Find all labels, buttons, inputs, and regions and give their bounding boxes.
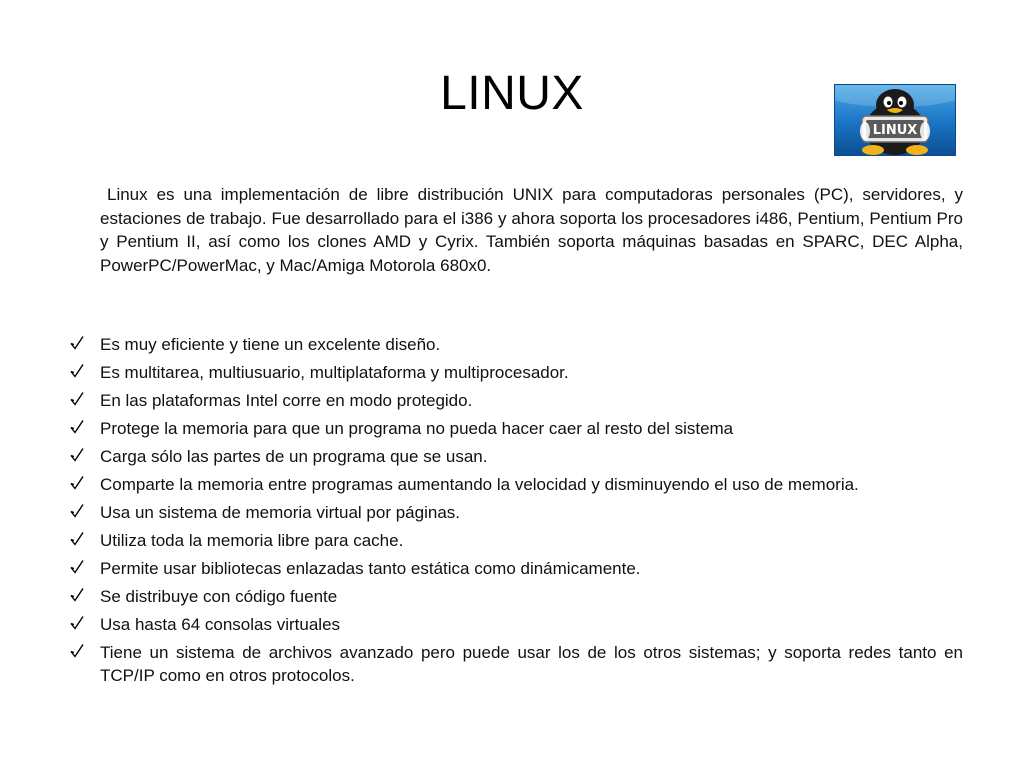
- list-item: [62, 613, 963, 636]
- list-item: [62, 501, 963, 524]
- list-item-text: Permite usar bibliotecas enlazadas tanto estática como dinámicamente.: [100, 559, 641, 578]
- checkmark-icon: [70, 615, 84, 631]
- checkmark-icon: [70, 643, 84, 659]
- checkmark-icon: [70, 391, 84, 407]
- checkmark-icon: [70, 363, 84, 379]
- list-item-text: Se distribuye con código fuente: [100, 587, 338, 606]
- list-item: [62, 333, 963, 356]
- list-item-text: Usa un sistema de memoria virtual por páginas.: [100, 503, 460, 522]
- list-item-text: En las plataformas Intel corre en modo protegido.: [100, 391, 473, 410]
- list-item-text: Tiene un sistema de archivos avanzado pero puede usar los de los otros sistemas; y soporta redes tanto en TCP/IP como en otros protocolos.: [100, 643, 963, 685]
- list-item-text: Comparte la memoria entre programas aumentando la velocidad y disminuyendo el uso de memoria.: [100, 475, 859, 494]
- list-item: [62, 641, 963, 687]
- linux-logo: [834, 84, 956, 156]
- list-item-text: Usa hasta 64 consolas virtuales: [100, 615, 341, 634]
- checkmark-icon: [70, 531, 84, 547]
- intro-paragraph: Linux es una implementación de libre distribución UNIX para computadoras personales (PC), servidores, y estaciones de trabajo. Fue desarrollado para el i386 y ahora soporta los procesadores i486, Pentium, Pentium Pro y Pentium II, así como los clones AMD y Cyrix. También soporta máquinas basadas en SPARC, DEC Alpha, PowerPC/PowerMac, y Mac/Amiga Motorola 680x0.: [100, 185, 963, 275]
- list-item: [62, 529, 963, 552]
- list-item: [62, 585, 963, 608]
- list-item-text: Utiliza toda la memoria libre para cache.: [100, 531, 404, 550]
- list-item: [62, 361, 963, 384]
- list-item: [62, 417, 963, 440]
- checkmark-icon: [70, 475, 84, 491]
- checkmark-icon: [70, 559, 84, 575]
- logo-text: LINUX: [872, 123, 918, 138]
- list-item-text: Protege la memoria para que un programa no pueda hacer caer al resto del sistema: [100, 419, 734, 438]
- list-item-text: Es muy eficiente y tiene un excelente diseño.: [100, 335, 441, 354]
- feature-list: [62, 333, 963, 692]
- list-item: [62, 557, 963, 580]
- list-item: [62, 445, 963, 468]
- list-item: [62, 473, 963, 496]
- list-item: [62, 389, 963, 412]
- checkmark-icon: [70, 587, 84, 603]
- slide-title: LINUX: [440, 67, 584, 120]
- tux-penguin-icon: [835, 85, 955, 155]
- checkmark-icon: [70, 335, 84, 351]
- checkmark-icon: [70, 503, 84, 519]
- list-item-text: Carga sólo las partes de un programa que se usan.: [100, 447, 488, 466]
- checkmark-icon: [70, 447, 84, 463]
- checkmark-icon: [70, 419, 84, 435]
- list-item-text: Es multitarea, multiusuario, multiplataforma y multiprocesador.: [100, 363, 569, 382]
